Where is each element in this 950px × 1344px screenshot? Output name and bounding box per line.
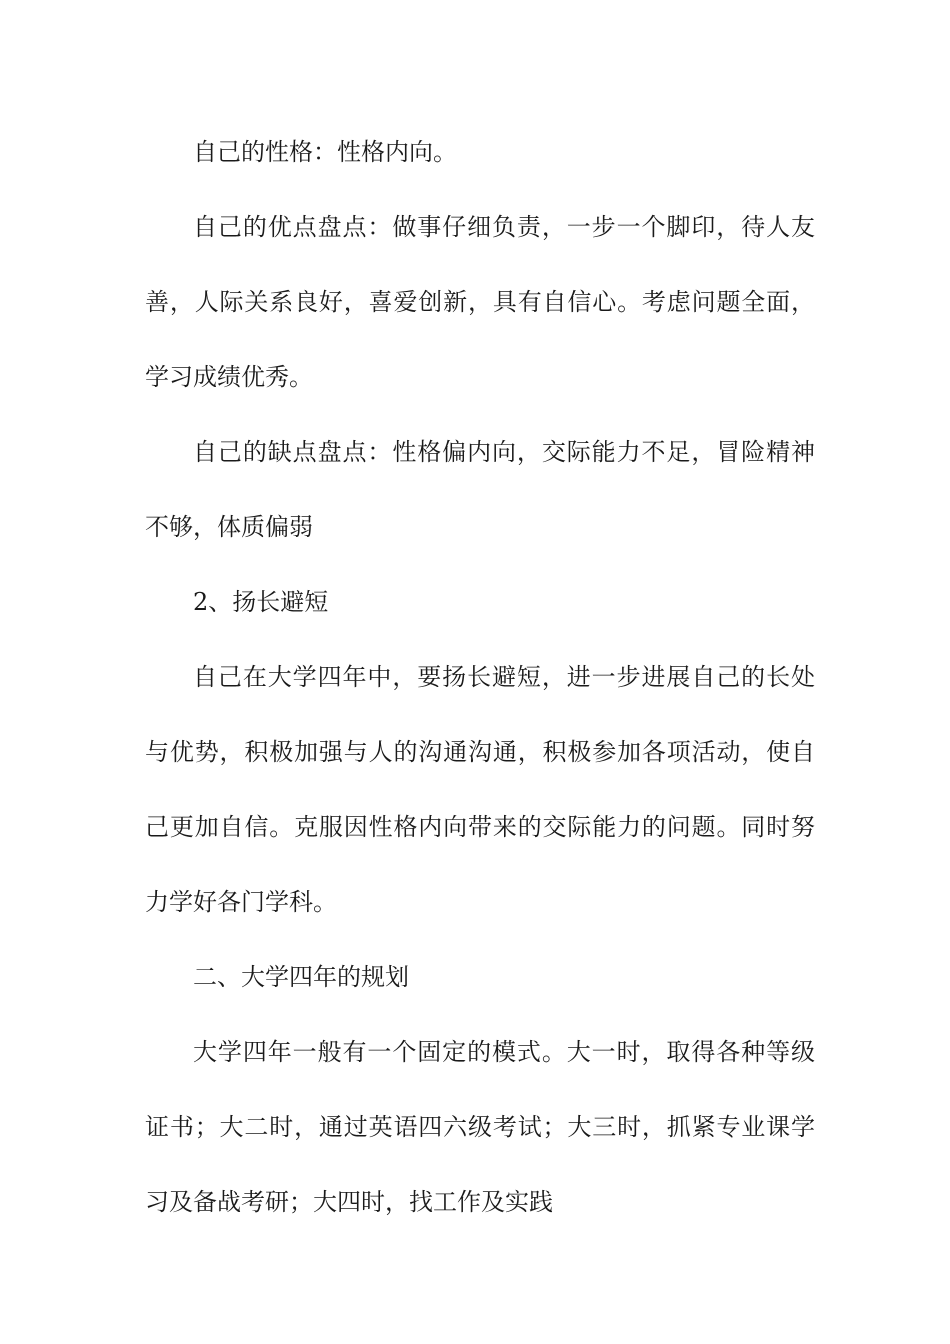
- text-line: 善，人际关系良好，喜爱创新，具有自信心。考虑问题全面，: [145, 288, 815, 316]
- text-line: 力学好各门学科。: [145, 888, 337, 916]
- text-line: 习及备战考研；大四时，找工作及实践: [145, 1188, 553, 1216]
- text-line: 自己的缺点盘点：性格偏内向，交际能力不足，冒险精神: [193, 438, 815, 466]
- text-line: 己更加自信。克服因性格内向带来的交际能力的问题。同时努: [145, 813, 815, 841]
- paragraph-leverage: [145, 640, 815, 940]
- text-line: 自己的优点盘点：做事仔细负责，一步一个脚印，待人友: [193, 213, 815, 241]
- text-line: 与优势，积极加强与人的沟通沟通，积极参加各项活动，使自: [145, 738, 815, 766]
- paragraph-strengths: [145, 190, 815, 415]
- text-line: 二、大学四年的规划: [193, 963, 409, 991]
- text-line: 大学四年一般有一个固定的模式。大一时，取得各种等级: [193, 1038, 815, 1066]
- text-line: 不够，体质偏弱: [145, 513, 313, 541]
- section-heading: [145, 565, 815, 640]
- text-line: 自己在大学四年中，要扬长避短，进一步进展自己的长处: [193, 663, 815, 691]
- paragraph-weaknesses: [145, 415, 815, 565]
- paragraph-personality: [145, 115, 815, 190]
- paragraph-plan: [145, 1015, 815, 1240]
- text-line: 2、扬长避短: [193, 588, 329, 616]
- text-line: 证书；大二时，通过英语四六级考试；大三时，抓紧专业课学: [145, 1113, 815, 1141]
- text-line: 学习成绩优秀。: [145, 363, 313, 391]
- section-heading: [145, 940, 815, 1015]
- text-line: 自己的性格：性格内向。: [193, 138, 457, 166]
